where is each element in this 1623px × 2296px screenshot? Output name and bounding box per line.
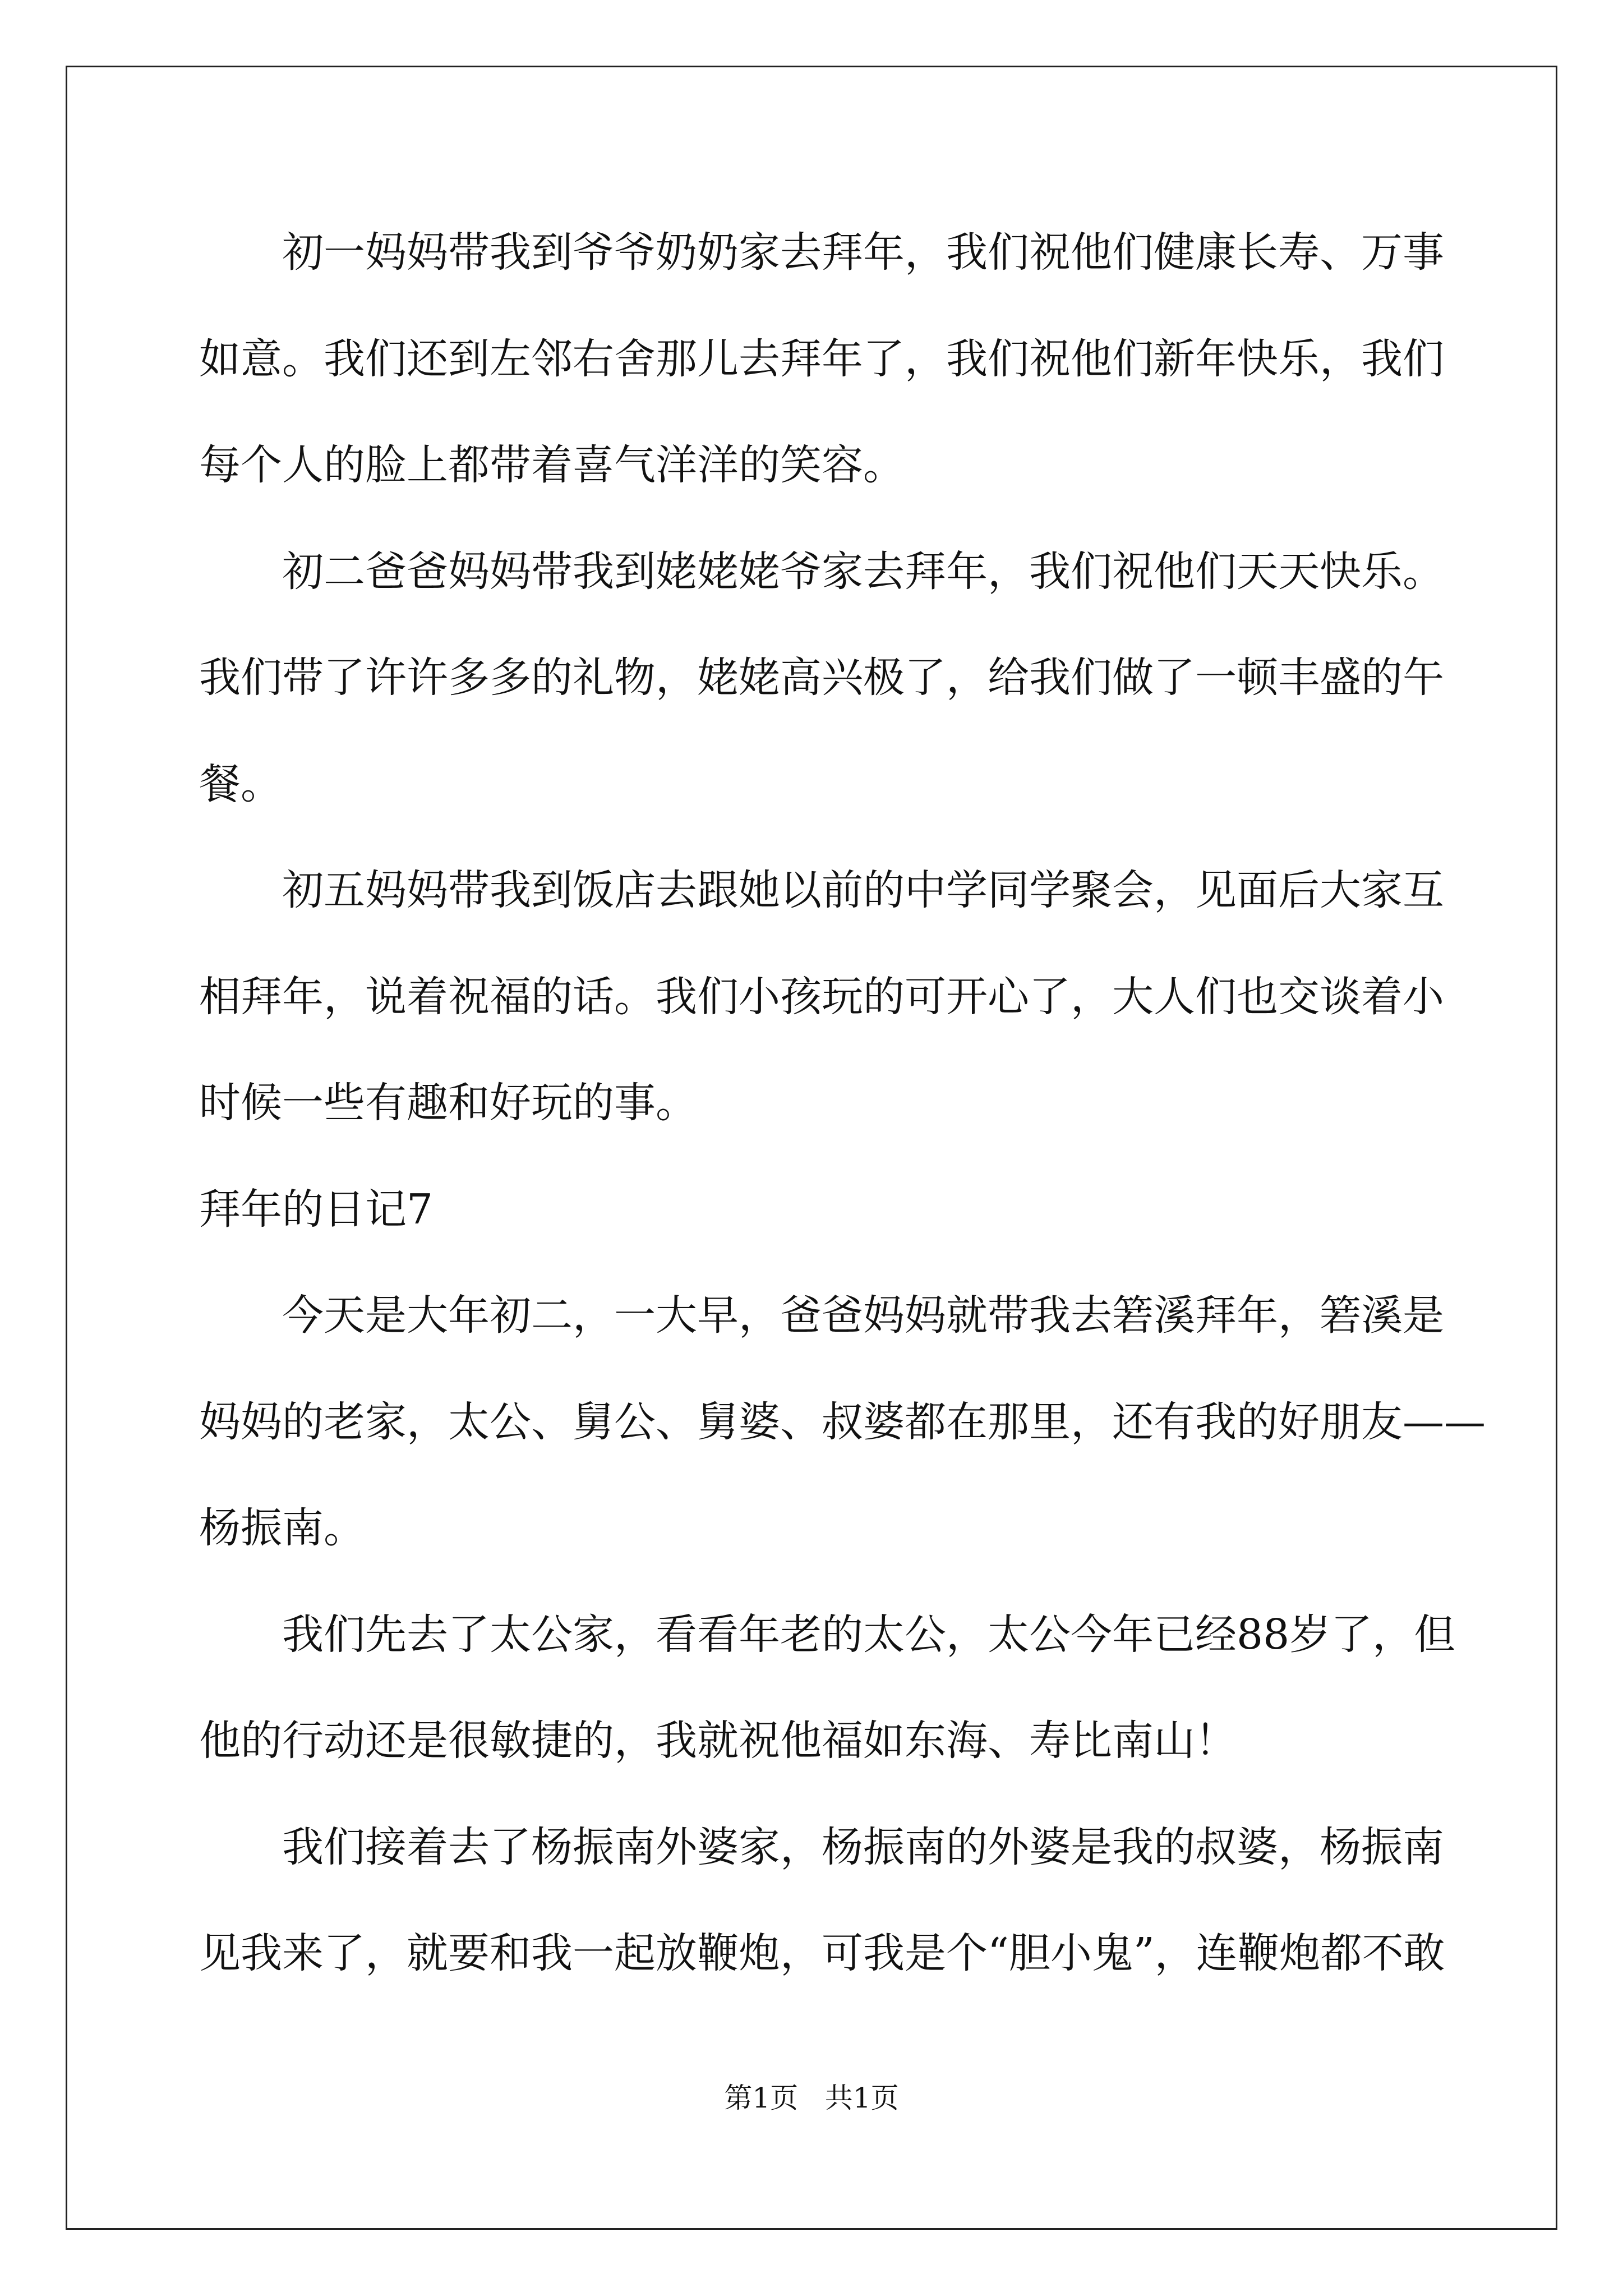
paragraph-line: 时候一些有趣和好玩的事。 [199,1079,697,1127]
paragraph-line: 妈妈的老家，太公、舅公、舅婆、叔婆都在那里，还有我的好朋友—— [199,1397,1486,1446]
page-total: 共1页 [824,2082,899,2114]
paragraph-line: 我们带了许许多多的礼物，姥姥高兴极了，给我们做了一顿丰盛的午 [199,654,1444,702]
paragraph-line: 见我来了，就要和我一起放鞭炮，可我是个“胆小鬼”，连鞭炮都不敢 [199,1929,1445,1977]
paragraph-line: 我们先去了太公家，看看年老的太公，太公今年已经88岁了，但 [282,1610,1456,1659]
paragraph-line: 他的行动还是很敏捷的，我就祝他福如东海、寿比南山！ [199,1717,1237,1765]
paragraph-line: 我们接着去了杨振南外婆家，杨振南的外婆是我的叔婆，杨振南 [282,1823,1444,1871]
paragraph-line: 初一妈妈带我到爷爷奶奶家去拜年，我们祝他们健康长寿、万事 [282,228,1444,277]
paragraph-line: 餐。 [199,760,282,808]
paragraph-line: 每个人的脸上都带着喜气洋洋的笑容。 [199,441,905,489]
section-heading: 拜年的日记7 [199,1185,434,1234]
paragraph-line: 如意。我们还到左邻右舍那儿去拜年了，我们祝他们新年快乐，我们 [199,334,1444,383]
page-footer [0,2081,1623,2115]
page-number: 第1页 [724,2082,799,2114]
paragraph-line: 初五妈妈带我到饭店去跟她以前的中学同学聚会，见面后大家互 [282,866,1444,914]
paragraph-line: 今天是大年初二，一大早，爸爸妈妈就带我去箬溪拜年，箬溪是 [282,1291,1444,1340]
document-body [199,224,1486,2032]
paragraph-line: 相拜年，说着祝福的话。我们小孩玩的可开心了，大人们也交谈着小 [199,972,1444,1021]
paragraph-line: 初二爸爸妈妈带我到姥姥姥爷家去拜年，我们祝他们天天快乐。 [282,547,1444,596]
paragraph-line: 杨振南。 [199,1504,365,1552]
